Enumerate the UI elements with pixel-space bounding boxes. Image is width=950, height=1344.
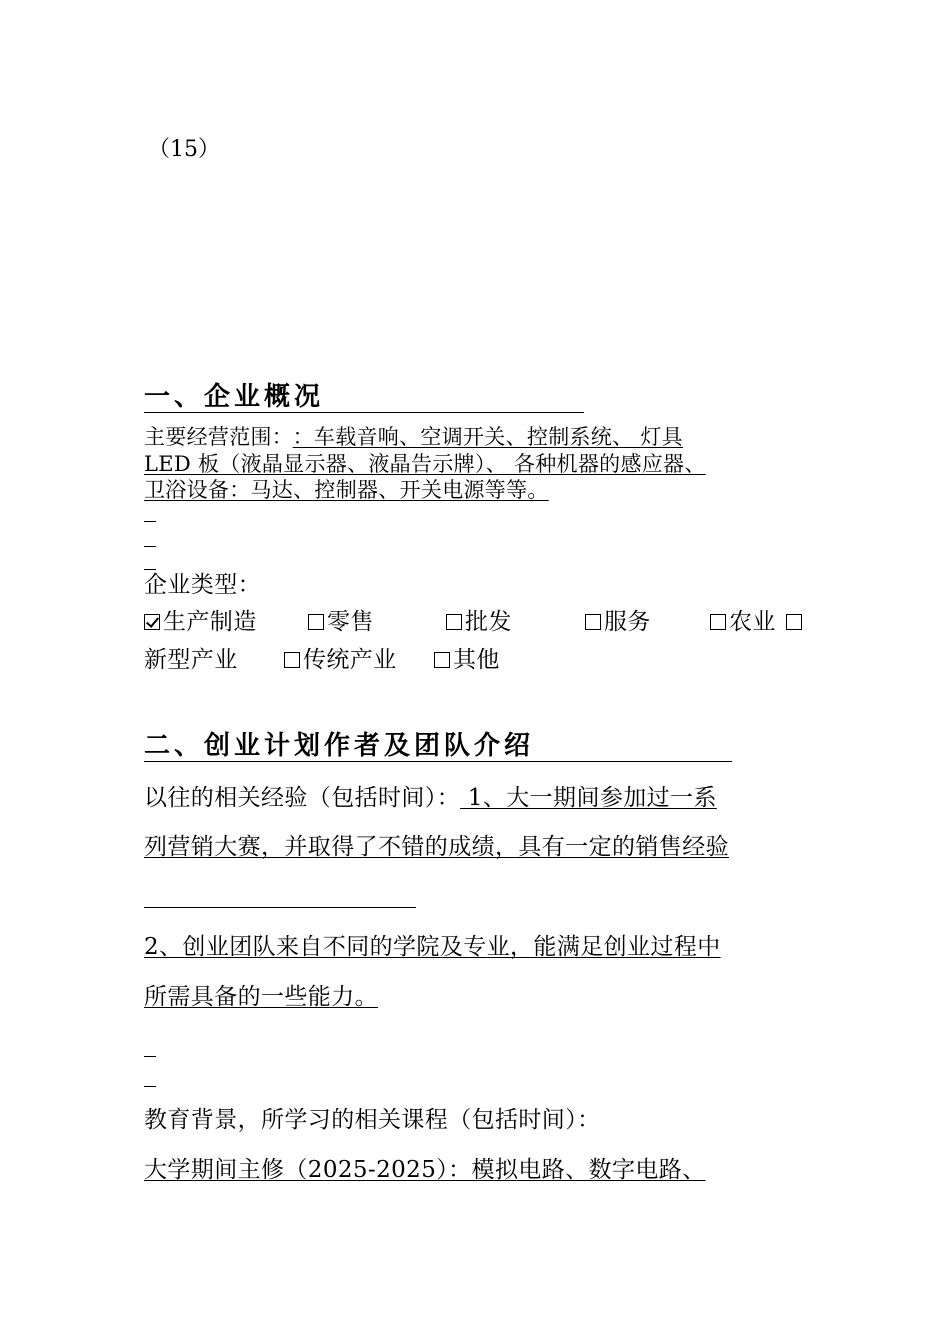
experience-line-2: 列营销大赛，并取得了不错的成绩，具有一定的销售经验 [144, 834, 729, 860]
checkbox-icon[interactable] [710, 614, 726, 630]
option-label: 农业 [729, 609, 776, 635]
option-label: 传统产业 [303, 647, 397, 673]
option-label: 其他 [453, 647, 500, 673]
checkbox-icon[interactable] [284, 652, 300, 668]
option-other[interactable] [434, 645, 500, 675]
education-line-1: 大学期间主修（2025-2025）：模拟电路、数字电路、 [144, 1157, 706, 1183]
education-label: 教育背景，所学习的相关课程（包括时间）： [144, 1107, 601, 1133]
heading-rule [144, 412, 584, 413]
experience-line-1 [144, 783, 717, 813]
blank-line [144, 1086, 156, 1087]
experience-label: 以往的相关经验（包括时间）： [144, 785, 461, 811]
section-heading-team: 二、创业计划作者及团队介绍 [144, 731, 535, 761]
checkbox-icon[interactable] [446, 614, 462, 630]
business-scope-line-1 [144, 424, 683, 450]
option-wholesale[interactable] [446, 607, 512, 637]
experience-value: 1、大一期间参加过一系 [460, 785, 717, 811]
option-agriculture[interactable] [710, 607, 776, 637]
option-label: 生产制造 [163, 609, 257, 635]
blank-line [144, 1056, 156, 1057]
option-label: 服务 [604, 609, 651, 635]
checkbox-icon[interactable] [786, 614, 802, 630]
blank-underline [144, 907, 416, 908]
option-label: 新型产业 [144, 647, 238, 673]
business-scope-label: 主要经营范围： [144, 425, 283, 449]
blank-line [144, 521, 156, 522]
business-scope-line-2: LED 板（液晶显示器、液晶告示牌）、 各种机器的感应器、 [144, 452, 706, 476]
checked-checkbox-icon[interactable] [144, 614, 160, 630]
enterprise-type-label: 企业类型： [144, 572, 261, 598]
checkbox-icon[interactable] [308, 614, 324, 630]
business-scope-value: ：车载音响、空调开关、控制系统、 灯具 [292, 425, 683, 449]
section-heading-company-overview: 一、企业概况 [144, 382, 325, 412]
blank-line [144, 546, 156, 547]
checkbox-icon[interactable] [585, 614, 601, 630]
option-label: 批发 [465, 609, 512, 635]
checkbox-icon[interactable] [434, 652, 450, 668]
business-scope-line-3: 卫浴设备：马达、控制器、开关电源等等。 [144, 478, 549, 502]
page-number: （15） [148, 137, 220, 162]
option-service[interactable] [585, 607, 651, 637]
experience-line-3: 2、创业团队来自不同的学院及专业，能满足创业过程中 [144, 934, 721, 960]
option-manufacturing[interactable] [144, 607, 257, 637]
experience-line-4: 所需具备的一些能力。 [144, 984, 378, 1010]
option-traditional-industry[interactable] [284, 645, 397, 675]
heading-rule [144, 761, 732, 762]
option-label: 零售 [327, 609, 374, 635]
option-retail[interactable] [308, 607, 374, 637]
option-new-industry[interactable] [144, 645, 238, 675]
